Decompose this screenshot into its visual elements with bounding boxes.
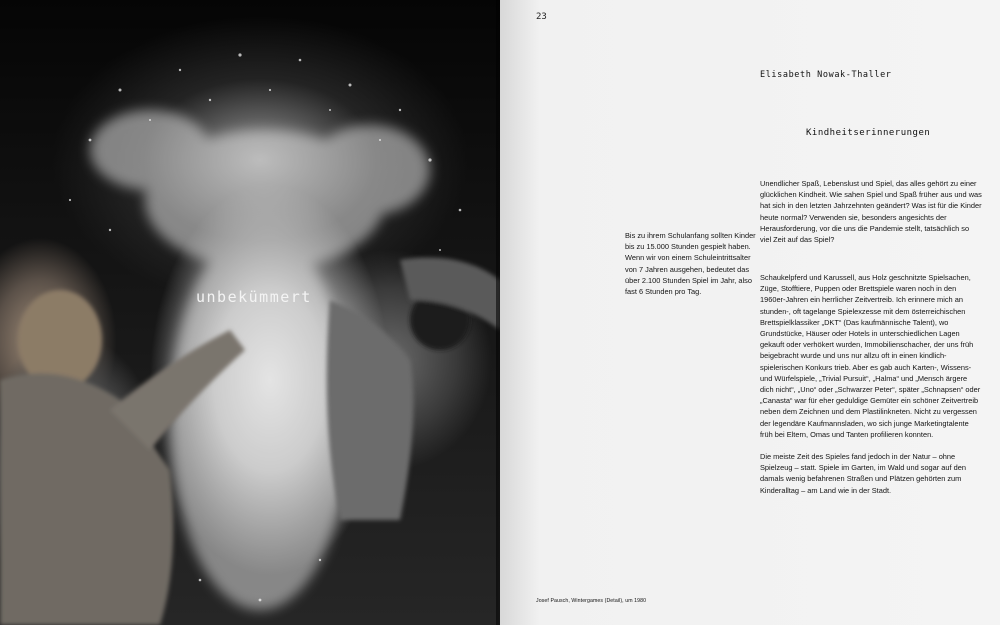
page-number: 23 [536, 12, 547, 22]
main-column [760, 272, 982, 507]
article-title: Kindheitserinnerungen [806, 128, 931, 138]
sidebar-quote: Bis zu ihrem Schulanfang sollten Kinder bis zu 15.000 Stunden gespielt haben. Wenn wir von einem Schuleintrittsalter von 7 Jahren ausgehen, bedeutet das über 2.100 Stunden Spiel im Jahr, also fast 6 Stunden pro Tag. [625, 231, 756, 297]
intro-paragraph: Unendlicher Spaß, Lebenslust und Spiel, das alles gehört zu einer glücklichen Kindheit. Wie sahen Spiel und Spaß früher aus und was hat sich in den letzten Jahrzehnten geändert? Was ist für die Kinder heute normal? Verwenden sie, besonders angesichts der Herausforderung, vor die uns die Pandemie stellt, tatsächlich so viel Zeit auf das Spiel? [760, 179, 982, 245]
author-name: Elisabeth Nowak-Thaller [760, 70, 892, 80]
paragraph-2: Die meiste Zeit des Spieles fand jedoch in der Natur – ohne Spielzeug – statt. Spiele im Garten, im Wald und sogar auf den damals wenig befahrenen Straßen und Plätzen gehörten zum Kinderalltag – am Land wie in der Stadt. [760, 452, 966, 495]
figure-right [327, 258, 500, 521]
overlay-word: unbekümmert [196, 288, 312, 306]
photo-credit: Josef Pausch, Wintergames (Detail), um 1980 [536, 598, 647, 604]
paragraph-1: Schaukelpferd und Karussell, aus Holz geschnitzte Spielsachen, Züge, Stofftiere, Puppen oder Brettspiele waren noch in den 1960er-Jahren ein herrlicher Zeitvertreib. Ich erinnere mich an stunden-, oft tagelange Spielexzesse mit dem österreichischen Brettspielklassiker „DKT“ (Das kaufmännische Talent), wo Grundstücke, Häuser oder Hotels in unterschiedlichen Lagen gekauft oder verhökert wurden, Immobilienschacher, der uns früh beigebracht wurde und uns nur allzu oft in einen kindlich-spielerischen Konkurs trieb. Aber es gab auch Karten-, Wissens- und Würfelspiele, „Trivial Pursuit“, „Halma“ und „Mensch ärgere dich nicht“, „Uno“ oder „Schwarzer Peter“, später „Schnapsen“ oder „Canasta“ war für eher geduldige Gemüter ein schöner Zeitvertreib neben dem Zeichnen und dem Plastilinkneten. Nicht zu vergessen der legendäre Kaufmannsladen, wo sich junge Marketingtalente früh bei Eltern, Omas und Tanten profilieren konnten. [760, 273, 981, 439]
